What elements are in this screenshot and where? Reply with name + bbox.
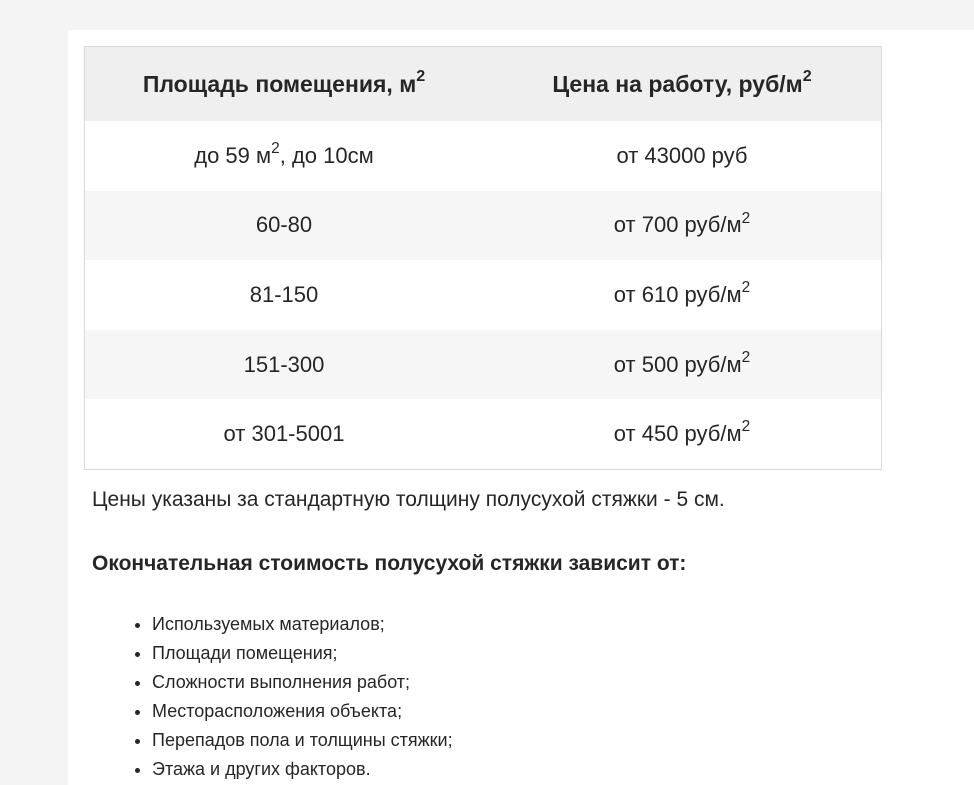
factors-heading: Окончательная стоимость полусухой стяжки зависит от: [92, 552, 687, 575]
table-row [85, 260, 882, 330]
column-header-area: Площадь помещения, $м^2$ [85, 47, 484, 122]
price-cell: от 43000 руб [483, 121, 882, 191]
table-row [85, 399, 882, 469]
area-cell: 60-80 [85, 191, 484, 261]
table-row [85, 121, 882, 191]
price-table [84, 46, 882, 470]
area-cell: 81-150 [85, 260, 484, 330]
price-cell: от 610 руб/$м^2$ [483, 260, 882, 330]
list-item: • Месторасположения объекта; [152, 697, 453, 726]
table-row [85, 330, 882, 400]
article-content [68, 30, 974, 785]
factors-list [126, 610, 453, 784]
list-item: • Перепадов пола и толщины стяжки; [152, 726, 453, 755]
area-cell: от 301-5001 [85, 399, 484, 469]
column-header-price: Цена на работу, руб/$м^2$ [483, 47, 882, 122]
price-cell: от 500 руб/$м^2$ [483, 330, 882, 400]
price-cell: от 450 руб/$м^2$ [483, 399, 882, 469]
list-item: • Используемых материалов; [152, 610, 453, 639]
table-header-row [85, 47, 882, 122]
price-cell: от 700 руб/$м^2$ [483, 191, 882, 261]
area-cell: 151-300 [85, 330, 484, 400]
list-item: • Этажа и других факторов. [152, 755, 453, 784]
table-row [85, 191, 882, 261]
list-item: • Площади помещения; [152, 639, 453, 668]
list-item: • Сложности выполнения работ; [152, 668, 453, 697]
price-note: Цены указаны за стандартную толщину полусухой стяжки - 5 см. [92, 488, 725, 511]
area-cell: до 59 $м^2$, до 10см [85, 121, 484, 191]
